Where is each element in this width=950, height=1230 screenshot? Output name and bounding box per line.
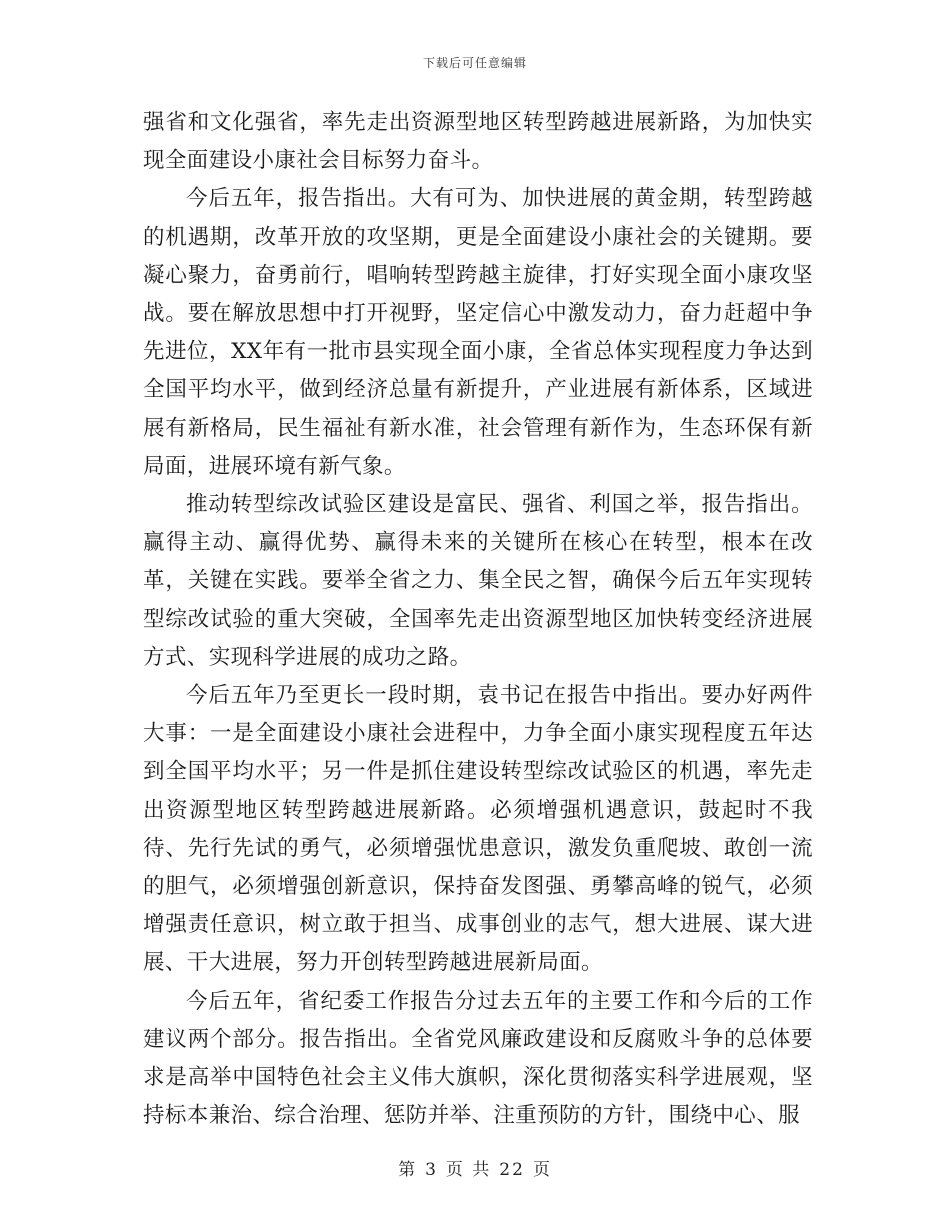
footer-prefix: 第	[398, 1160, 418, 1180]
paragraph-3: 推动转型综改试验区建设是富民、强省、利国之举，报告指出。赢得主动、赢得优势、赢得未来的关键所在核心在转型，根本在改革，关键在实践。要举全省之力、集全民之智，确保今后五年实现转型综改试验的重大突破，全国率先走出资源型地区加快转变经济进展方式、实现科学进展的成功之路。	[143, 492, 813, 670]
total-pages-number: 22	[499, 1160, 525, 1180]
footer-middle: 页 共	[445, 1160, 492, 1180]
footer-suffix: 页	[532, 1160, 552, 1180]
document-body	[143, 104, 813, 1135]
paragraph-4: 今后五年乃至更长一段时期，袁书记在报告中指出。要办好两件大事：一是全面建设小康社会进程中，力争全面小康实现程度五年达到全国平均水平；另一件是抓住建设转型综改试验区的机遇，率先走出资源型地区转型跨越进展新路。必须增强机遇意识，鼓起时不我待、先行先试的勇气，必须增强忧患意识，激发负重爬坡、敢创一流的胆气，必须增强创新意识，保持奋发图强、勇攀高峰的锐气，必须增强责任意识，树立敢于担当、成事创业的志气，想大进展、谋大进展、干大进展，努力开创转型跨越进展新局面。	[143, 683, 813, 976]
page-footer	[0, 1155, 950, 1180]
paragraph-5: 今后五年，省纪委工作报告分过去五年的主要工作和今后的工作建议两个部分。报告指出。全省党风廉政建设和反腐败斗争的总体要求是高举中国特色社会主义伟大旗帜，深化贯彻落实科学进展观，坚持标本兼治、综合治理、惩防并举、注重预防的方针，围绕中心、服	[143, 988, 813, 1129]
paragraph-2: 今后五年，报告指出。大有可为、加快进展的黄金期，转型跨越的机遇期，改革开放的攻坚期，更是全面建设小康社会的关键期。要凝心聚力，奋勇前行，唱响转型跨越主旋律，打好实现全面小康攻坚战。要在解放思想中打开视野，坚定信心中激发动力，奋力赶超中争先进位，XX年有一批市县实现全面小康，全省总体实现程度力争达到全国平均水平，做到经济总量有新提升，产业进展有新体系，区域进展有新格局，民生福祉有新水准，社会管理有新作为，生态环保有新局面，进展环境有新气象。	[143, 186, 813, 479]
current-page-number: 3	[425, 1160, 438, 1180]
page-header: 下载后可任意编辑	[422, 56, 527, 70]
paragraph-1: 强省和文化强省，率先走出资源型地区转型跨越进展新路，为加快实现全面建设小康社会目标努力奋斗。	[143, 110, 813, 174]
